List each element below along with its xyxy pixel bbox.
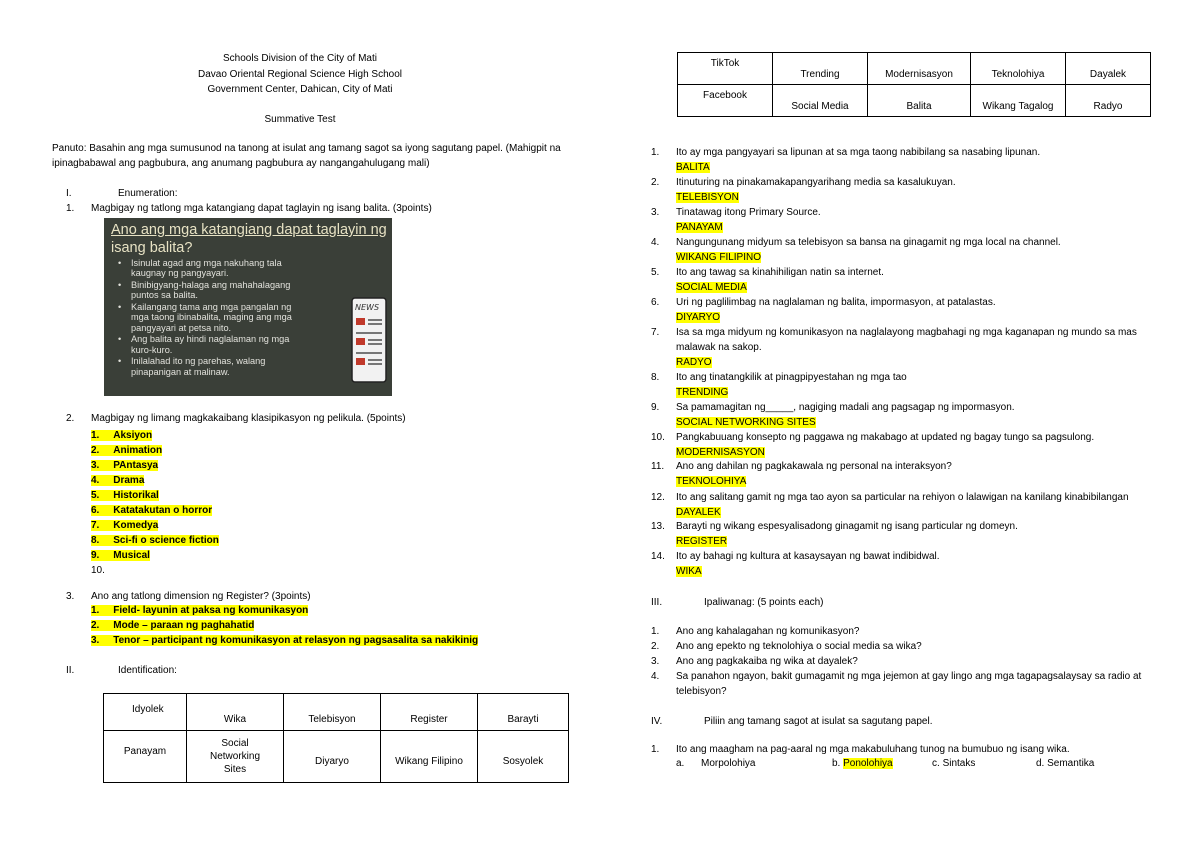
table-cell: Wika [187, 694, 284, 731]
table-cell: Barayti [478, 694, 569, 731]
chalkboard-bullet: • Isinulat agad ang mga nakuhang tala kaugnay ng pangyayari. [118, 258, 346, 279]
q3-answer: 3. Tenor – participant ng komunikasyon at relasyon ng pagsasalita sa nakikinig [91, 635, 479, 646]
item-answer: BALITA [676, 162, 710, 173]
section3-numeral: III. [651, 597, 663, 608]
item-number: 1. [651, 147, 660, 158]
item-answer: DIYARYO [676, 312, 721, 323]
chalkboard-title: Ano ang mga katangiang dapat taglayin ng isang balita? [111, 222, 387, 256]
mc-question: Ito ang maagham na pag-aaral ng mga makabuluhang tunog na bumubuo ng isang wika. [676, 744, 1070, 755]
item-question: Ito ang tinatangkilik at pinagpipyestahan ng mga tao [676, 372, 907, 383]
identification-word-bank [103, 693, 569, 783]
table-cell: Dayalek [1066, 53, 1151, 85]
item-number: 4. [651, 237, 660, 248]
choice-d: d. Semantika [1036, 758, 1095, 769]
q2-answer: 1. Aksiyon [91, 430, 153, 441]
item-question: Itinuturing na pinakamakapangyarihang media sa kasalukuyan. [676, 177, 956, 188]
item-answer: SOCIAL MEDIA [676, 282, 747, 293]
q3-answer: 1. Field- layunin at paksa ng komunikasyon [91, 605, 309, 616]
school-division: Schools Division of the City of Mati [223, 53, 377, 64]
q3-number: 3. [66, 591, 75, 602]
table-cell: Trending [773, 53, 868, 85]
choice-c: c. Sintaks [932, 758, 976, 769]
table-cell: Radyo [1066, 85, 1151, 117]
item-answer: WIKANG FILIPINO [676, 252, 762, 263]
test-title: Summative Test [264, 114, 336, 125]
item-question: Ano ang dahilan ng pagkakawala ng personal na interaksyon? [676, 461, 952, 472]
q2-answer: 9. Musical [91, 550, 150, 561]
item-number: 9. [651, 402, 660, 413]
section1-numeral: I. [66, 188, 72, 199]
q2-answer: 4. Drama [91, 475, 145, 486]
q2-blank-answer: 10. [91, 565, 105, 576]
q2-text: Magbigay ng limang magkakaibang klasipikasyon ng pelikula. (5points) [91, 413, 406, 424]
choice-a: a. Morpolohiya [676, 758, 756, 769]
table-cell: Social Networking Sites [187, 731, 284, 783]
section2-numeral: II. [66, 665, 75, 676]
item-number: 7. [651, 327, 660, 338]
item-question: Uri ng paglilimbag na naglalaman ng balita, impormasyon, at patalastas. [676, 297, 996, 308]
table-cell: Wikang Filipino [381, 731, 478, 783]
essay-number: 3. [651, 656, 660, 667]
essay-question: Ano ang pagkakaiba ng wika at dayalek? [676, 656, 858, 667]
table-row [104, 731, 569, 783]
essay-question: Sa panahon ngayon, bakit gumagamit ng mga jejemon at gay lingo ang mga tagapagsalaysay sa radio at [676, 671, 1142, 682]
news-label: NEWS [355, 303, 380, 312]
instructions-line1: Panuto: Basahin ang mga sumusunod na tanong at isulat ang tamang sagot sa iyong sagutang papel. (Mahigpit na [52, 143, 561, 154]
table-row [104, 694, 569, 731]
item-question: Nangungunang midyum sa telebisyon sa bansa na ginagamit ng mga local na channel. [676, 237, 1061, 248]
q2-answer: 3. PAntasya [91, 460, 159, 471]
essay-question-continued: telebisyon? [676, 686, 727, 697]
essay-number: 4. [651, 671, 660, 682]
table-cell: Facebook [678, 85, 773, 117]
item-number: 6. [651, 297, 660, 308]
chalkboard-bullet: • Kailangang tama ang mga pangalan ng mga taong ibinabalita, maging ang mga pangyayari at petsa nito. [118, 302, 346, 333]
item-answer: TELEBISYON [676, 192, 739, 203]
item-number: 10. [651, 432, 665, 443]
item-answer: RADYO [676, 357, 712, 368]
section2-title: Identification: [118, 665, 177, 676]
table-cell: Panayam [104, 731, 187, 783]
item-question: Sa pamamagitan ng_____, nagiging madali ang pagsagap ng impormasyon. [676, 402, 1015, 413]
item-number: 3. [651, 207, 660, 218]
essay-question: Ano ang kahalagahan ng komunikasyon? [676, 626, 860, 637]
q3-answer: 2. Mode – paraan ng paghahatid [91, 620, 255, 631]
school-address: Government Center, Dahican, City of Mati [207, 84, 393, 95]
item-question: Barayti ng wikang espesyalisadong ginagamit ng isang particular ng domeyn. [676, 521, 1018, 532]
chalkboard-image [104, 218, 392, 396]
table-cell: Sosyolek [478, 731, 569, 783]
table-cell: Wikang Tagalog [971, 85, 1066, 117]
item-number: 8. [651, 372, 660, 383]
section1-title: Enumeration: [118, 188, 178, 199]
table-cell: Modernisasyon [868, 53, 971, 85]
newspaper-icon [350, 296, 388, 384]
table-cell: Diyaryo [284, 731, 381, 783]
item-question: Ito ay bahagi ng kultura at kasaysayan ng bawat indibidwal. [676, 551, 940, 562]
item-answer: TEKNOLOHIYA [676, 476, 747, 487]
choice-b: b. Ponolohiya [832, 758, 893, 769]
chalkboard-bullet: • Inilalahad ito ng parehas, walang pinapanigan at malinaw. [118, 356, 346, 377]
instructions-line2: ipinagbabawal ang pagbubura, ang anumang pagbubura ay nangangahulugang mali) [52, 158, 430, 169]
item-number: 14. [651, 551, 665, 562]
table-row [678, 53, 1151, 85]
q2-answer: 6. Katatakutan o horror [91, 505, 213, 516]
item-answer: REGISTER [676, 536, 728, 547]
table-cell: Idyolek [104, 694, 187, 731]
item-question: Ito ang tawag sa kinahihiligan natin sa internet. [676, 267, 884, 278]
item-question: Tinatawag itong Primary Source. [676, 207, 821, 218]
table-row [678, 85, 1151, 117]
essay-number: 1. [651, 626, 660, 637]
table-cell: Balita [868, 85, 971, 117]
item-question: Pangkabuuang konsepto ng paggawa ng makabago at updated ng bagay tungo sa pagsulong. [676, 432, 1095, 443]
q2-answer: 2. Animation [91, 445, 163, 456]
q2-answer: 5. Historikal [91, 490, 159, 501]
table-cell: TikTok [678, 53, 773, 85]
table-cell: Teknolohiya [971, 53, 1066, 85]
item-question: Isa sa mga midyum ng komunikasyon na naglalayong magbahagi ng mga kaganapan ng mundo sa mas [676, 327, 1137, 338]
mc-number: 1. [651, 744, 660, 755]
table-cell: Telebisyon [284, 694, 381, 731]
chalkboard-bullet: • Ang balita ay hindi naglalaman ng mga kuro-kuro. [118, 334, 346, 355]
item-number: 12. [651, 492, 665, 503]
q1-text: Magbigay ng tatlong mga katangiang dapat taglayin ng isang balita. (3points) [91, 203, 432, 214]
identification-word-bank-continued [677, 52, 1151, 117]
essay-question: Ano ang epekto ng teknolohiya o social media sa wika? [676, 641, 922, 652]
q2-number: 2. [66, 413, 75, 424]
q3-text: Ano ang tatlong dimension ng Register? (3points) [91, 591, 311, 602]
item-question: Ito ang salitang gamit ng mga tao ayon sa particular na rehiyon o lalawigan na kanilang kinabibilangan [676, 492, 1129, 503]
section4-title: Piliin ang tamang sagot at isulat sa sagutang papel. [704, 716, 933, 727]
item-answer: PANAYAM [676, 222, 723, 233]
item-question-continued: malawak na sakop. [676, 342, 762, 353]
item-answer: SOCIAL NETWORKING SITES [676, 417, 816, 428]
q2-answer: 8. Sci-fi o science fiction [91, 535, 219, 546]
item-number: 11. [651, 461, 665, 472]
q2-answer: 7. Komedya [91, 520, 159, 531]
table-cell: Register [381, 694, 478, 731]
section3-title: Ipaliwanag: (5 points each) [704, 597, 824, 608]
chalkboard-bullets [118, 258, 346, 378]
item-answer: DAYALEK [676, 507, 721, 518]
item-number: 5. [651, 267, 660, 278]
item-answer: WIKA [676, 566, 702, 577]
item-answer: TRENDING [676, 387, 729, 398]
item-question: Ito ay mga pangyayari sa lipunan at sa mga taong nabibilang sa nasabing lipunan. [676, 147, 1041, 158]
section4-numeral: IV. [651, 716, 663, 727]
chalkboard-bullet: • Binibigyang-halaga ang mahahalagang puntos sa balita. [118, 280, 346, 301]
item-answer: MODERNISASYON [676, 447, 765, 458]
school-name: Davao Oriental Regional Science High School [197, 69, 402, 80]
item-number: 2. [651, 177, 660, 188]
q1-number: 1. [66, 203, 75, 214]
essay-number: 2. [651, 641, 660, 652]
table-cell: Social Media [773, 85, 868, 117]
item-number: 13. [651, 521, 665, 532]
